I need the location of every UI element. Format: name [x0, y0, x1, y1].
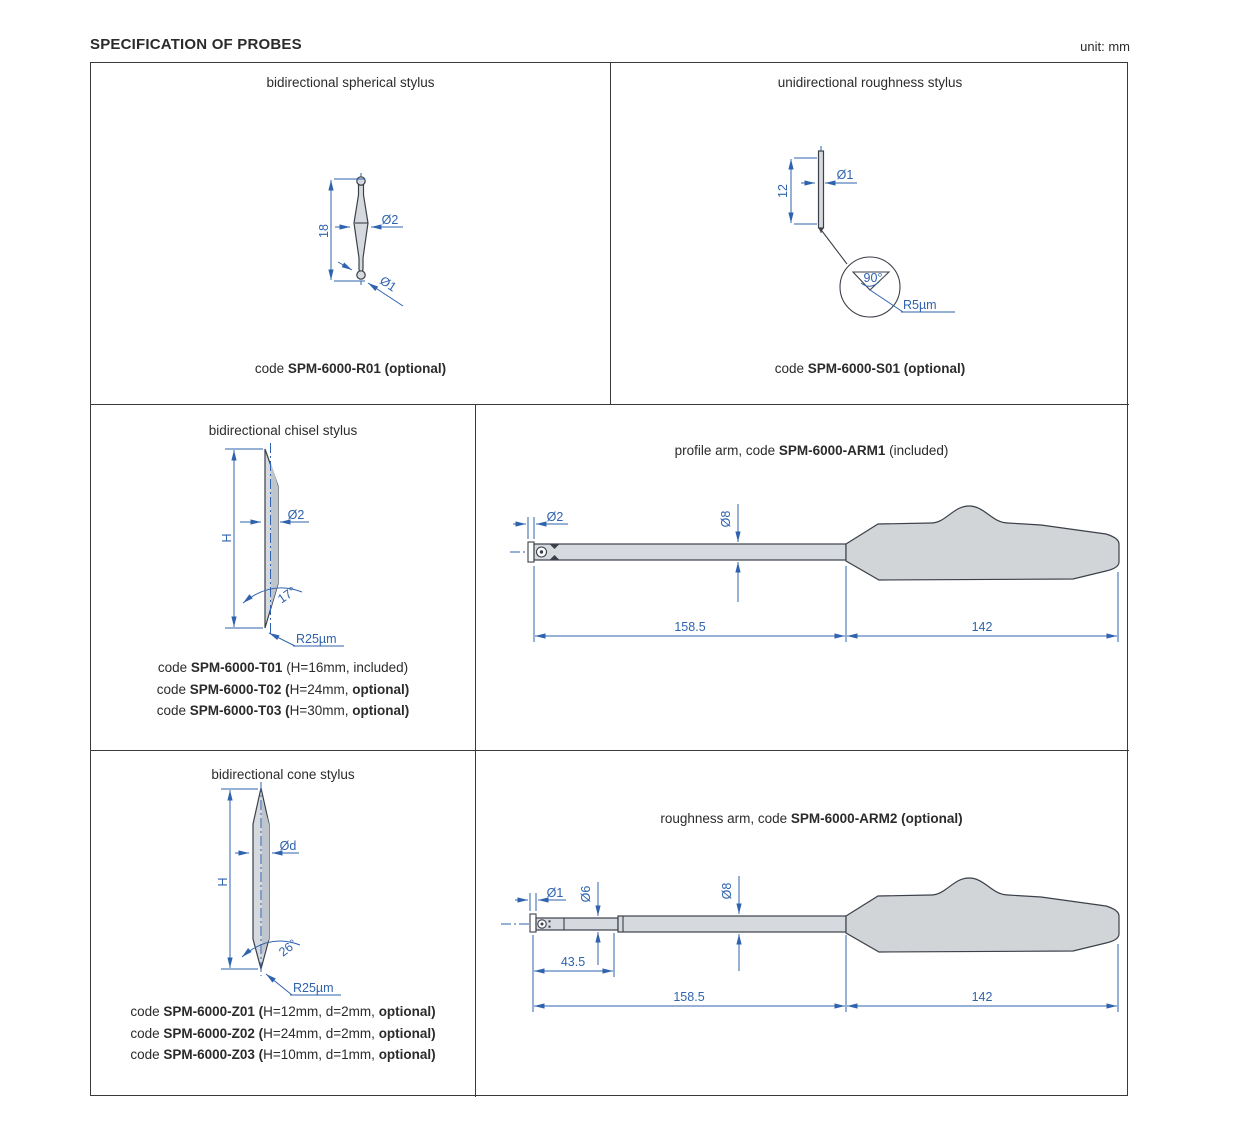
- dim-length-12: 12: [776, 184, 790, 198]
- dim-arm1-len-shaft: 158.5: [674, 620, 706, 634]
- dim-angle-90: 90°: [863, 271, 883, 285]
- dim-ball-dia: Ø1: [377, 273, 399, 295]
- dim-arm2-tip-dia: Ø1: [546, 886, 564, 900]
- dim-shaft-dia: Ø2: [381, 213, 399, 227]
- dim-cone-height: H: [216, 877, 230, 887]
- spherical-caption: bidirectional spherical stylus: [266, 75, 435, 90]
- dim-dia-o2: Ø2: [287, 508, 305, 522]
- dim-radius-r25: R25µm: [296, 632, 337, 646]
- roughness-stylus-caption: unidirectional roughness stylus: [777, 75, 963, 90]
- spherical-code: code SPM-6000-R01 (optional): [254, 361, 447, 376]
- dim-height-h: H: [220, 533, 234, 543]
- dim-arm2-len-shaft: 158.5: [673, 990, 705, 1004]
- spherical-stylus-drawing: [91, 63, 611, 405]
- code-line: code SPM-6000-T01 (H=16mm, included): [157, 660, 409, 675]
- spec-grid: [90, 62, 1128, 1096]
- code-line: code SPM-6000-T03 (H=30mm, optional): [156, 703, 410, 719]
- dim-cone-dia: Ød: [279, 839, 297, 853]
- dim-arm1-len-body: 142: [971, 620, 993, 634]
- unit-label: unit: mm: [1080, 39, 1130, 54]
- dim-radius-r5: R5µm: [903, 298, 937, 312]
- profile-arm-title: profile arm, code SPM-6000-ARM1 (included): [674, 443, 949, 458]
- dim-tip-dia: Ø1: [836, 168, 854, 182]
- dim-arm2-len-body: 142: [971, 990, 993, 1004]
- dim-angle-26: 26°: [276, 936, 300, 960]
- chisel-codes: [91, 657, 475, 722]
- cone-codes: [91, 1001, 475, 1066]
- dim-arm1-tip-dia: Ø2: [546, 510, 564, 524]
- roughness-arm-title: roughness arm, code SPM-6000-ARM2 (optional): [660, 811, 963, 826]
- chisel-caption: bidirectional chisel stylus: [208, 423, 358, 438]
- code-line: code SPM-6000-Z01 (H=12mm, d=2mm, optional): [130, 1004, 436, 1019]
- dim-cone-radius: R25µm: [293, 981, 334, 995]
- dim-arm2-len-front: 43.5: [560, 955, 586, 969]
- dim-arm1-shaft-dia: Ø8: [719, 510, 733, 528]
- cell-roughness-stylus: [611, 63, 1129, 405]
- roughness-arm-drawing: [476, 751, 1129, 1097]
- cell-cone-stylus: [91, 751, 476, 1097]
- code-line: code SPM-6000-Z02 (H=24mm, d=2mm, optional): [130, 1025, 436, 1041]
- cell-profile-arm: [476, 405, 1129, 751]
- cell-chisel-stylus: [91, 405, 476, 751]
- dim-arm2-front-dia: Ø6: [579, 885, 593, 903]
- dim-arm2-shaft-dia: Ø8: [720, 882, 734, 900]
- page-title: SPECIFICATION OF PROBES: [90, 36, 302, 53]
- cell-roughness-arm: [476, 751, 1129, 1097]
- cell-spherical-stylus: [91, 63, 611, 405]
- roughness-stylus-drawing: [611, 63, 1129, 405]
- code-line: code SPM-6000-Z03 (H=10mm, d=1mm, optional): [130, 1047, 436, 1063]
- dim-angle-17: 17°: [275, 583, 299, 607]
- cone-caption: bidirectional cone stylus: [211, 767, 355, 782]
- dim-height-18: 18: [317, 224, 331, 238]
- roughness-stylus-code: code SPM-6000-S01 (optional): [774, 361, 966, 376]
- code-line: code SPM-6000-T02 (H=24mm, optional): [156, 681, 410, 697]
